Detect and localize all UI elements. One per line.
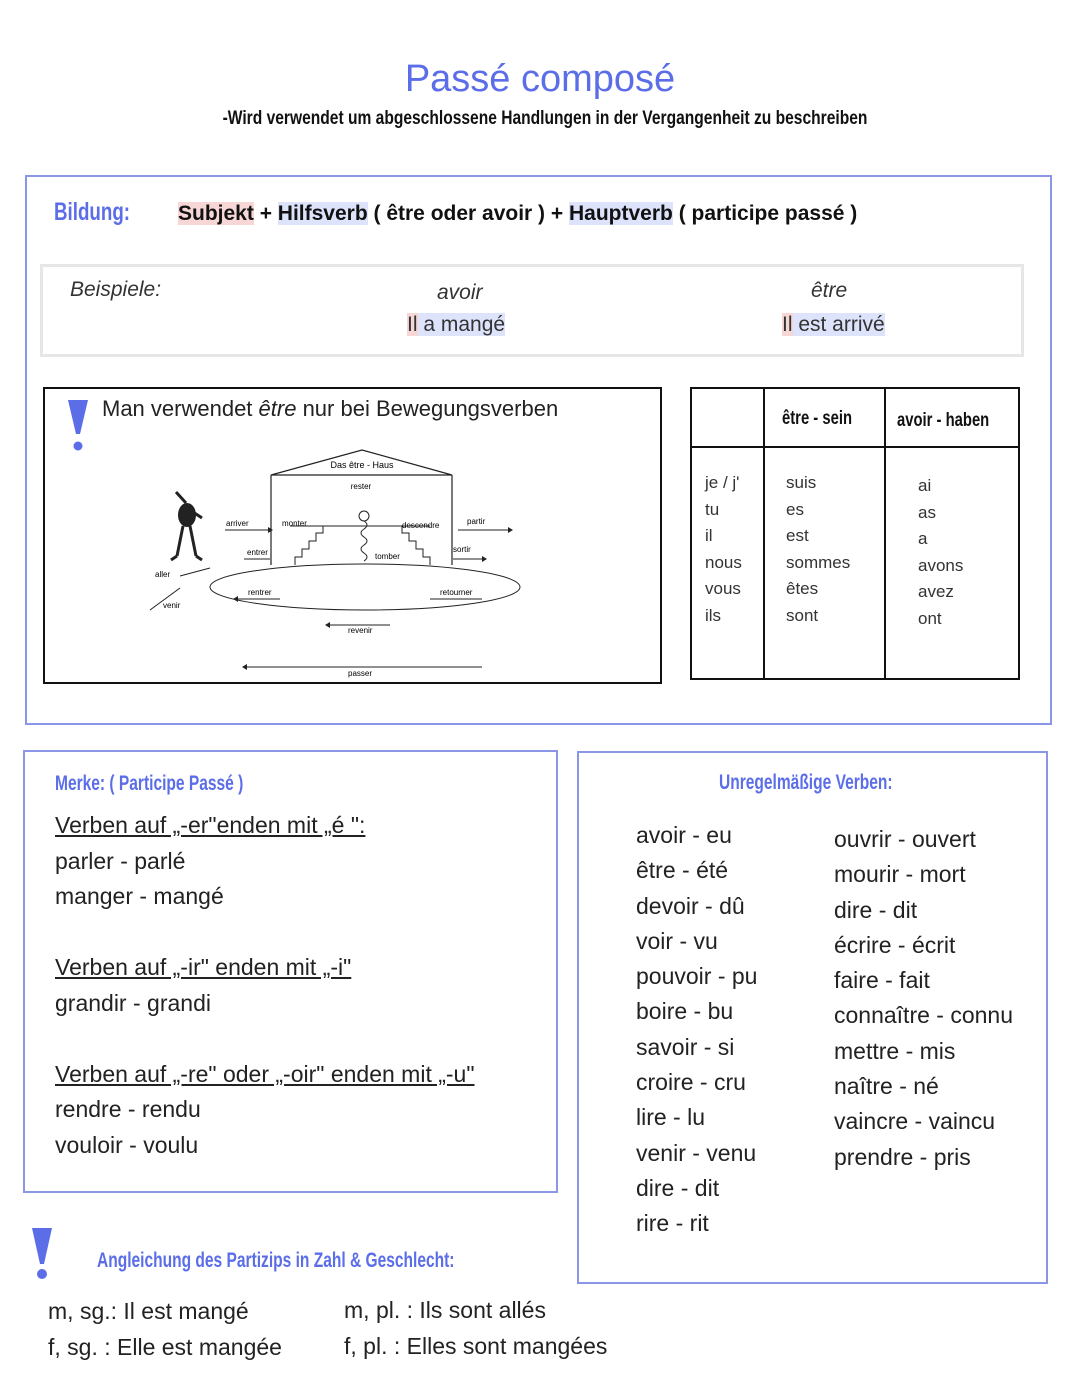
table-cell: a (918, 529, 928, 548)
etre-column (786, 470, 850, 629)
list-item: connaître - connu (834, 1002, 1014, 1029)
list-item: pouvoir - pu (636, 963, 758, 990)
rule-re: Verben auf „-re" oder „-oir" enden mit „-u" (55, 1060, 475, 1087)
table-cell: avons (918, 555, 964, 575)
list-item: lire - lu (636, 1104, 706, 1131)
diagram-label: partir (467, 517, 486, 526)
irregular-list-left (636, 818, 757, 1242)
table-cell: suis (786, 473, 817, 492)
list-item: naître - né (834, 1073, 939, 1100)
formula-subjekt: Subjekt (178, 202, 254, 225)
table-cell: êtes (786, 579, 819, 598)
return-loop (210, 564, 520, 610)
diagram-label: arriver (226, 519, 249, 528)
list-item: être - été (636, 857, 729, 884)
list-item: devoir - dû (636, 892, 745, 919)
diagram-label: rester (350, 482, 372, 491)
example-subject: Il (782, 313, 793, 336)
bildung-formula (178, 202, 857, 226)
agreement-example: m, sg.: Il est mangé (48, 1298, 249, 1324)
list-item: mourir - mort (834, 861, 966, 888)
agreement-heading: Angleichung des Partizips in Zahl & Geschlecht: (97, 1249, 455, 1272)
table-head-avoir: avoir - haben (897, 410, 990, 431)
page-title: Passé composé (404, 58, 676, 100)
table-divider (692, 446, 1018, 448)
list-item: avoir - eu (636, 822, 732, 848)
table-cell: il (705, 526, 713, 545)
table-cell: tu (705, 499, 720, 519)
table-cell: ils (705, 605, 722, 625)
diagram-label: entrer (247, 548, 268, 557)
examples-label: Beispiele: (70, 278, 162, 301)
bildung-label: Bildung: (54, 198, 131, 226)
example-subject: Il (407, 313, 418, 336)
table-cell: avez (918, 582, 954, 601)
diagram-label: aller (155, 570, 171, 579)
stairs-up (295, 526, 323, 565)
table-head-etre: être - sein (782, 408, 853, 429)
note-text: nur bei Bewegungsverben (296, 396, 559, 421)
list-item: croire - cru (636, 1069, 746, 1096)
rule-example: grandir - grandi (55, 989, 211, 1016)
diagram-label: revenir (348, 626, 373, 635)
formula-plus: + (253, 202, 278, 225)
list-item: faire - fait (834, 967, 930, 994)
diagram-label: tomber (375, 552, 400, 561)
spring-coil (361, 521, 367, 561)
rule-example: rendre - rendu (55, 1096, 201, 1122)
spring-top (359, 511, 369, 521)
list-item: voir - vu (636, 927, 718, 954)
merke-heading: Merke: ( Participe Passé ) (55, 772, 244, 795)
diagram-label: rentrer (248, 588, 272, 597)
formula-hauptverb: Hauptverb (569, 202, 673, 225)
note-etre: être (258, 396, 297, 421)
example-etre (782, 313, 885, 337)
table-cell: sommes (786, 552, 851, 572)
stairs-down (402, 526, 430, 565)
formula-main-note: ( participe passé ) (672, 202, 858, 225)
table-divider (763, 389, 765, 678)
conjugation-table (690, 387, 1020, 680)
rule-ir: Verben auf „-ir" enden mit „-i" (55, 954, 352, 980)
diagram-label: retourner (440, 588, 473, 597)
table-cell: ai (918, 476, 932, 495)
agreement-example: f, sg. : Elle est mangée (48, 1334, 282, 1360)
list-item: rire - rit (636, 1210, 709, 1237)
list-item: vaincre - vaincu (834, 1108, 996, 1135)
list-item: venir - venu (636, 1139, 757, 1166)
irregular-list-right (834, 822, 1013, 1175)
example-verb: est arrivé (792, 313, 885, 336)
formula-hilfsverb: Hilfsverb (277, 202, 368, 225)
table-cell: ont (918, 608, 942, 628)
stick-figure (171, 492, 202, 560)
agreement-plural (344, 1292, 607, 1364)
spacer (55, 915, 575, 951)
agreement-singular (48, 1293, 282, 1365)
list-item: dire - dit (636, 1174, 720, 1201)
list-item: savoir - si (636, 1033, 735, 1060)
rule-example: manger - mangé (55, 883, 224, 909)
table-cell: je / j' (705, 473, 740, 492)
list-item: mettre - mis (834, 1037, 956, 1064)
list-item: boire - bu (636, 998, 734, 1025)
table-cell: vous (705, 579, 741, 598)
formula-aux-note: ( être oder avoir ) (367, 202, 551, 225)
diagram-label: sortir (453, 545, 471, 554)
table-cell: as (918, 502, 936, 522)
avoir-column (918, 473, 963, 632)
exclamation-icon (66, 396, 90, 454)
rule-example: parler - parlé (55, 847, 186, 874)
diagram-label: passer (348, 669, 373, 678)
list-item: prendre - pris (834, 1143, 971, 1170)
arrow-aller (180, 568, 210, 576)
table-divider (884, 389, 886, 678)
page-subtitle: -Wird verwendet um abgeschlossene Handlungen in der Vergangenheit zu beschreiben (222, 108, 868, 129)
example-avoir (407, 313, 505, 337)
motion-verbs-note (102, 396, 558, 422)
diagram-label: monter (282, 519, 307, 528)
rule-example: vouloir - voulu (55, 1131, 199, 1158)
formula-plus: + (550, 202, 569, 225)
table-cell: nous (705, 552, 742, 572)
exclamation-icon (30, 1226, 54, 1282)
table-cell: es (786, 499, 804, 519)
irregular-heading: Unregelmäßige Verben: (719, 771, 893, 794)
example-etre-heading: être (811, 279, 848, 302)
examples-box (40, 264, 1024, 357)
list-item: ouvrir - ouvert (834, 826, 976, 852)
example-avoir-heading: avoir (437, 281, 483, 304)
agreement-example: f, pl. : Elles sont mangées (344, 1333, 608, 1359)
table-cell: sont (786, 605, 819, 625)
note-text: Man verwendet (102, 396, 259, 421)
list-item: écrire - écrit (834, 931, 956, 958)
diagram-label: descendre (402, 521, 440, 530)
pronoun-column (705, 470, 742, 629)
spacer (55, 1021, 575, 1057)
rule-er: Verben auf „-er"enden mit „é ": (55, 812, 366, 838)
list-item: dire - dit (834, 896, 918, 923)
etre-house-diagram (130, 448, 530, 678)
example-verb: a mangé (417, 313, 506, 336)
diagram-label: venir (163, 601, 181, 610)
merke-rules (55, 808, 575, 1163)
agreement-example: m, pl. : Ils sont allés (344, 1297, 546, 1323)
diagram-label: Das être - Haus (330, 460, 394, 470)
table-cell: est (786, 526, 809, 545)
